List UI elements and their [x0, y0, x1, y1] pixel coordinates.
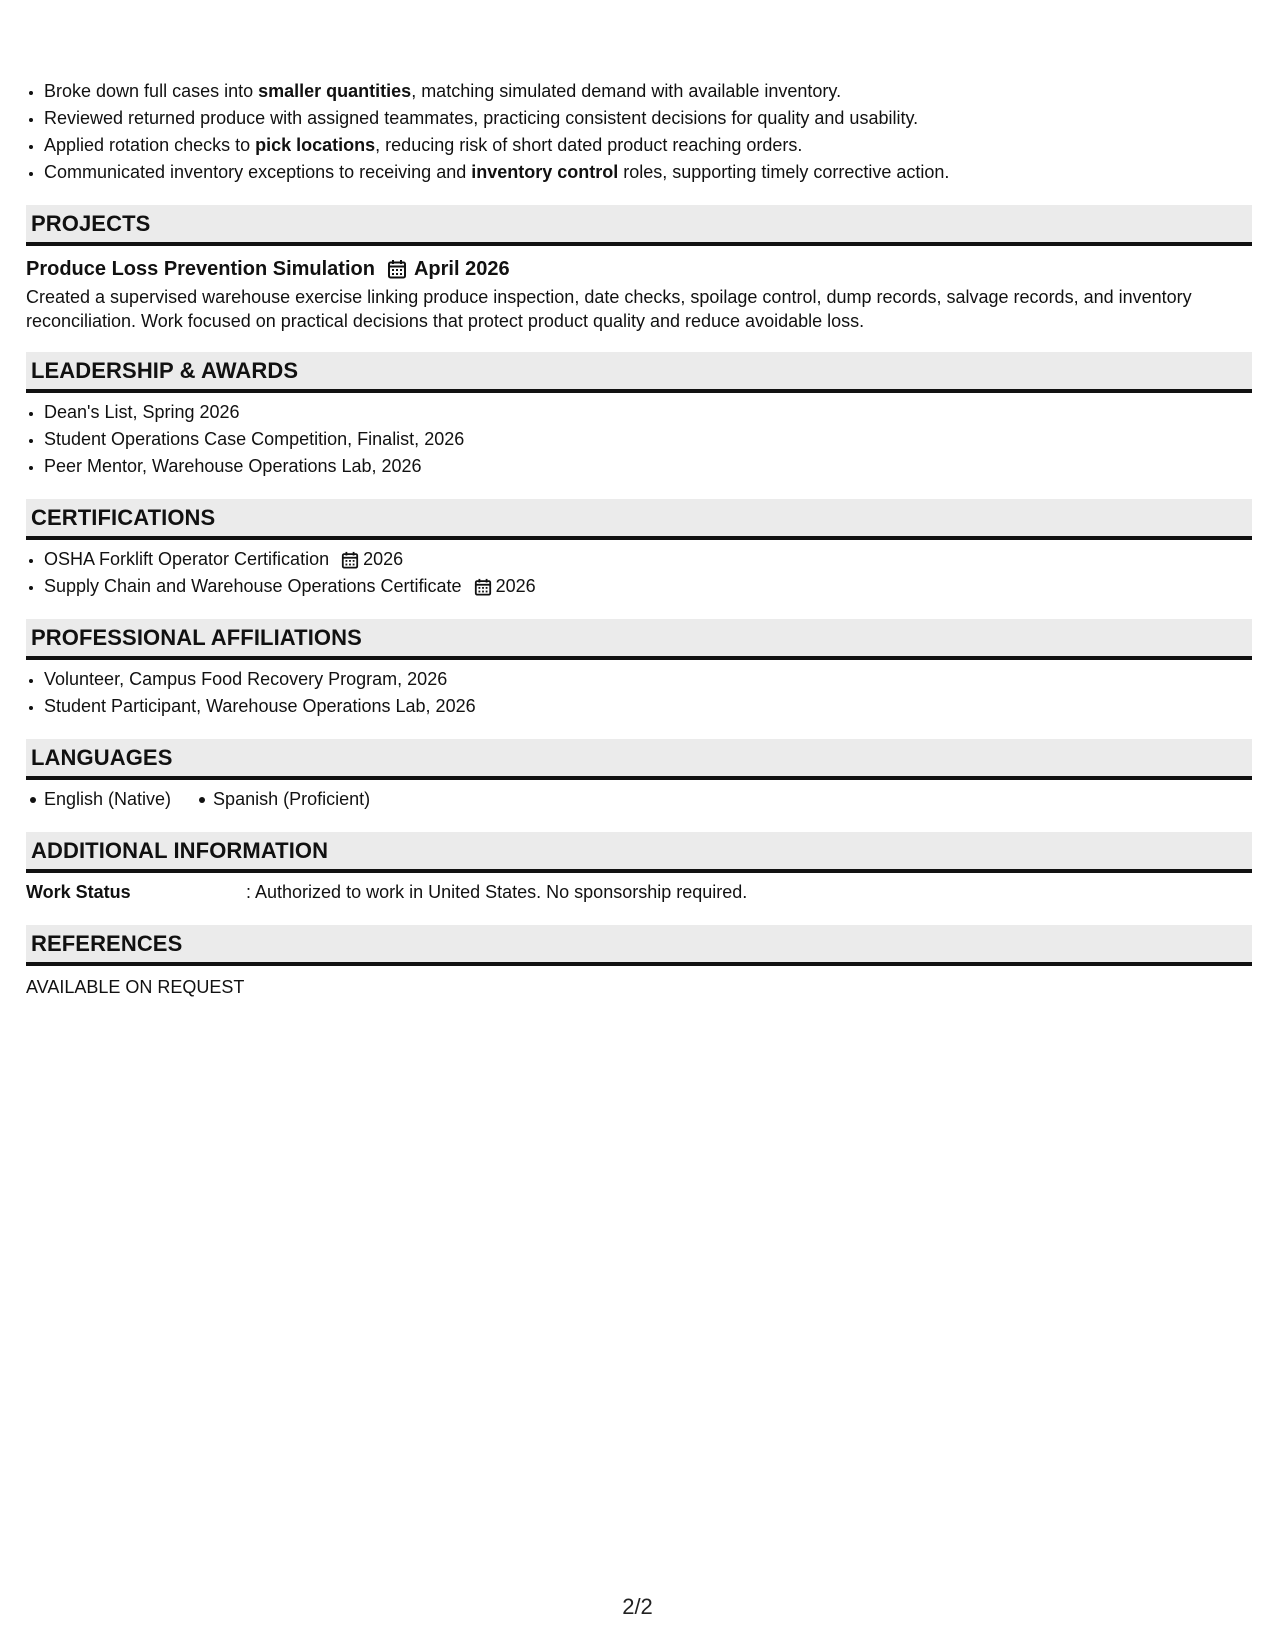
- languages-heading: LANGUAGES: [31, 745, 173, 770]
- experience-bullet-list: [26, 78, 1252, 186]
- work-status-value: : Authorized to work in United States. No sponsorship required.: [246, 882, 748, 902]
- certifications-section-header: [26, 499, 1252, 540]
- certifications-list: [26, 546, 1252, 600]
- certification-name: • OSHA Forklift Operator Certification: [44, 549, 330, 569]
- project-description: Created a supervised warehouse exercise linking produce inspection, date checks, spoilage control, dump records, salvage records, and inventory reconciliation. Work focused on practical decisions that protect product quality and reduce avoidable loss.: [26, 287, 1192, 331]
- experience-bullet: [44, 132, 1252, 159]
- calendar-icon: [474, 578, 492, 596]
- page-number: 2/2: [622, 1594, 653, 1619]
- bold-keyword: pick locations: [255, 135, 376, 155]
- bullet-text: Broke down full cases into: [44, 81, 259, 101]
- bullet-text: Applied rotation checks to: [44, 135, 256, 155]
- projects-heading: PROJECTS: [31, 211, 151, 236]
- work-status-label: Work Status: [26, 882, 131, 902]
- bold-keyword: smaller quantities: [258, 81, 412, 101]
- bullet-text: , reducing risk of short dated product reaching orders.: [375, 135, 803, 155]
- experience-bullet: [44, 105, 1252, 132]
- certification-item: [44, 573, 1252, 600]
- language-item: Spanish (Proficient): [195, 786, 370, 813]
- references-heading: REFERENCES: [31, 931, 183, 956]
- experience-bullet: [44, 159, 1252, 186]
- references-section-header: [26, 925, 1252, 966]
- bullet-text: Communicated inventory exceptions to receiving and: [44, 162, 472, 182]
- certification-item: [44, 546, 1252, 573]
- leadership-heading: LEADERSHIP & AWARDS: [31, 358, 299, 383]
- leadership-list: [26, 399, 1252, 480]
- languages-list: [26, 786, 1252, 813]
- work-status-row: [26, 879, 1252, 906]
- list-item: • Volunteer, Campus Food Recovery Program, 2026: [44, 666, 1252, 693]
- calendar-icon: [387, 259, 407, 279]
- bullet-text: Reviewed returned produce with assigned teammates, practicing consistent decisions for quality and usability.: [44, 108, 919, 128]
- bold-keyword: inventory control: [471, 162, 619, 182]
- project-title: Produce Loss Prevention Simulation: [26, 257, 375, 280]
- certification-year: 2026: [495, 576, 536, 596]
- project-title-row: [26, 254, 1252, 284]
- affiliations-heading: PROFESSIONAL AFFILIATIONS: [31, 625, 362, 650]
- additional-info-heading: ADDITIONAL INFORMATION: [31, 838, 329, 863]
- projects-section-header: [26, 205, 1252, 246]
- list-item: • Peer Mentor, Warehouse Operations Lab, 2026: [44, 453, 1252, 480]
- bullet-text: roles, supporting timely corrective action.: [618, 162, 950, 182]
- leadership-section-header: [26, 352, 1252, 393]
- references-text: AVAILABLE ON REQUEST: [26, 977, 245, 997]
- experience-bullet: [44, 78, 1252, 105]
- affiliations-list: [26, 666, 1252, 720]
- resume-page: [26, 78, 1252, 1001]
- bullet-text: , matching simulated demand with available inventory.: [411, 81, 842, 101]
- list-item: • Dean's List, Spring 2026: [44, 399, 1252, 426]
- languages-section-header: [26, 739, 1252, 780]
- additional-info-section-header: [26, 832, 1252, 873]
- affiliations-section-header: [26, 619, 1252, 660]
- language-item: English (Native): [26, 786, 171, 813]
- calendar-icon: [341, 551, 359, 569]
- list-item: • Student Participant, Warehouse Operations Lab, 2026: [44, 693, 1252, 720]
- certifications-heading: CERTIFICATIONS: [31, 505, 216, 530]
- project-date: April 2026: [413, 257, 510, 280]
- certification-year: 2026: [363, 549, 404, 569]
- list-item: • Student Operations Case Competition, Finalist, 2026: [44, 426, 1252, 453]
- certification-name: • Supply Chain and Warehouse Operations Certificate: [44, 576, 462, 596]
